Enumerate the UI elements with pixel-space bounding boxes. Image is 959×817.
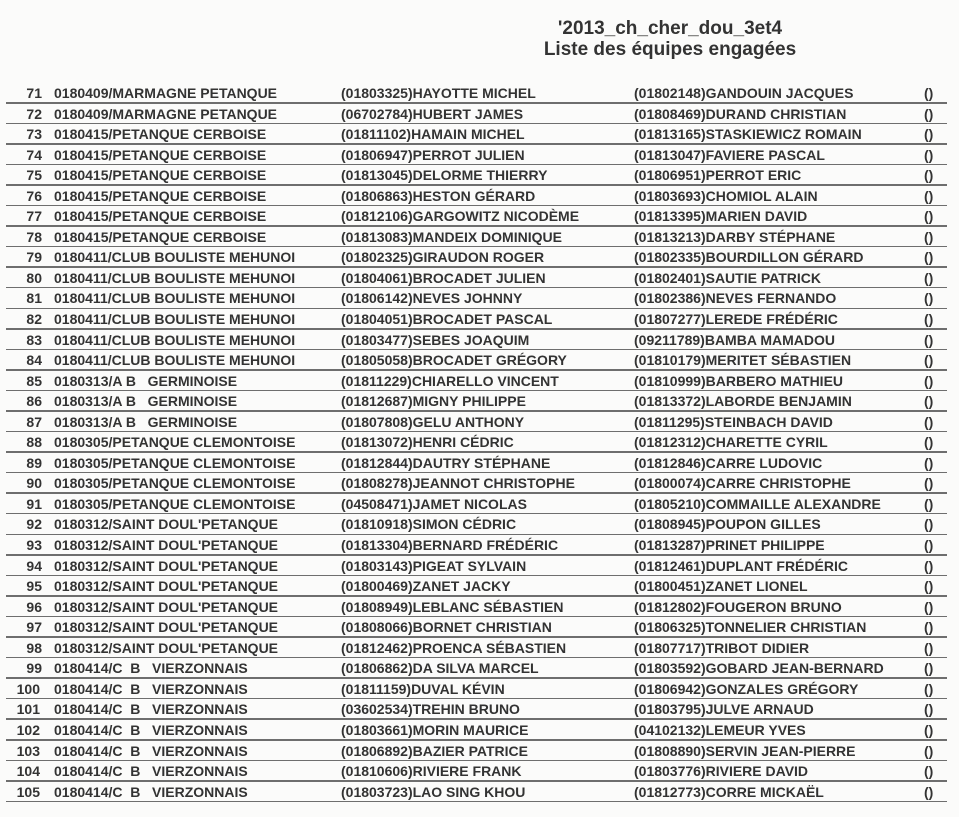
- player-2: (01812773)CORRE MICKAËL: [634, 783, 824, 800]
- team-number: 99: [26, 660, 42, 677]
- player-1: (01807808)GELU ANTHONY: [341, 413, 525, 430]
- player-2: (01800074)CARRE CHRISTOPHE: [634, 475, 851, 492]
- team-number: 102: [16, 721, 40, 738]
- club-name: 0180414/C B VIERZONNAIS: [54, 783, 248, 800]
- table-row: [0, 83, 959, 104]
- table-row: [0, 186, 959, 207]
- player-1: (01803723)LAO SING KHOU: [341, 783, 526, 800]
- player-3: (): [924, 352, 934, 369]
- table-row: [0, 494, 959, 515]
- player-1: (01812462)PROENCA SÉBASTIEN: [341, 639, 567, 656]
- player-1: (01812106)GARGOWITZ NICODÈME: [341, 208, 580, 225]
- club-name: 0180305/PETANQUE CLEMONTOISE: [54, 475, 296, 492]
- club-name: 0180305/PETANQUE CLEMONTOISE: [54, 454, 296, 471]
- player-2: (01800451)ZANET LIONEL: [634, 578, 808, 595]
- player-3: (): [924, 126, 934, 143]
- player-3: (): [924, 598, 934, 615]
- table-row: [0, 453, 959, 474]
- team-number: 92: [26, 516, 42, 533]
- player-2: (01802148)GANDOUIN JACQUES: [634, 85, 854, 101]
- table-row: [0, 535, 959, 556]
- player-2: (01812802)FOUGERON BRUNO: [634, 598, 842, 615]
- player-1: (06702784)HUBERT JAMES: [341, 105, 524, 122]
- team-number: 100: [16, 680, 40, 697]
- table-row: [0, 330, 959, 351]
- player-3: (): [924, 331, 934, 348]
- club-name: 0180411/CLUB BOULISTE MEHUNOI: [54, 331, 296, 348]
- player-2: (01807717)TRIBOT DIDIER: [634, 639, 810, 656]
- player-1: (01803143)PIGEAT SYLVAIN: [341, 557, 527, 574]
- club-name: 0180313/A B GERMINOISE: [54, 393, 238, 410]
- table-row: [0, 473, 959, 494]
- document-header: [470, 18, 870, 60]
- club-name: 0180415/PETANQUE CERBOISE: [54, 208, 267, 225]
- team-number: 95: [26, 578, 42, 595]
- team-number: 105: [16, 783, 40, 800]
- player-2: (01806942)GONZALES GRÉGORY: [634, 680, 859, 697]
- table-row: [0, 432, 959, 453]
- player-2: (01803795)JULVE ARNAUD: [634, 701, 814, 718]
- player-3: (): [924, 619, 934, 636]
- table-row: [0, 124, 959, 145]
- player-3: (): [924, 639, 934, 656]
- team-number: 94: [26, 557, 42, 574]
- player-1: (01805058)BROCADET GRÉGORY: [341, 352, 567, 369]
- club-name: 0180305/PETANQUE CLEMONTOISE: [54, 434, 296, 451]
- team-number: 81: [26, 290, 42, 307]
- player-2: (01813213)DARBY STÉPHANE: [634, 228, 836, 245]
- table-row: [0, 741, 959, 762]
- team-number: 73: [26, 126, 42, 143]
- player-3: (): [924, 249, 934, 266]
- table-row: [0, 658, 959, 679]
- player-2: (01808890)SERVIN JEAN-PIERRE: [634, 742, 856, 759]
- table-row: [0, 638, 959, 659]
- table-row: [0, 720, 959, 741]
- club-name: 0180312/SAINT DOUL'PETANQUE: [54, 619, 279, 636]
- team-number: 83: [26, 331, 42, 348]
- team-number: 76: [26, 187, 42, 204]
- team-number: 90: [26, 475, 42, 492]
- player-1: (01800469)ZANET JACKY: [341, 578, 511, 595]
- table-row: [0, 371, 959, 392]
- club-name: 0180312/SAINT DOUL'PETANQUE: [54, 557, 279, 574]
- player-3: (): [924, 167, 934, 184]
- player-1: (01811229)CHIARELLO VINCENT: [341, 372, 559, 389]
- table-row: [0, 145, 959, 166]
- table-row: [0, 699, 959, 720]
- team-number: 104: [16, 763, 40, 780]
- team-number: 80: [26, 269, 42, 286]
- player-3: (): [924, 208, 934, 225]
- team-number: 82: [26, 311, 42, 328]
- club-name: 0180411/CLUB BOULISTE MEHUNOI: [54, 249, 296, 266]
- player-1: (01810606)RIVIERE FRANK: [341, 763, 522, 780]
- player-1: (01808949)LEBLANC SÉBASTIEN: [341, 598, 564, 615]
- team-number: 78: [26, 228, 42, 245]
- player-1: (01806863)HESTON GÉRARD: [341, 187, 536, 204]
- club-name: 0180414/C B VIERZONNAIS: [54, 763, 248, 780]
- table-row: [0, 350, 959, 371]
- player-2: (01812312)CHARETTE CYRIL: [634, 434, 828, 451]
- player-1: (01813072)HENRI CÉDRIC: [341, 434, 514, 451]
- table-row: [0, 206, 959, 227]
- team-number: 93: [26, 537, 42, 554]
- club-name: 0180414/C B VIERZONNAIS: [54, 680, 248, 697]
- teams-table: [0, 83, 959, 802]
- club-name: 0180313/A B GERMINOISE: [54, 413, 238, 430]
- team-number: 75: [26, 167, 42, 184]
- player-3: (): [924, 701, 934, 718]
- player-2: (04102132)LEMEUR YVES: [634, 721, 806, 738]
- team-number: 91: [26, 495, 42, 512]
- player-2: (01812846)CARRE LUDOVIC: [634, 454, 823, 471]
- club-name: 0180415/PETANQUE CERBOISE: [54, 146, 267, 163]
- club-name: 0180414/C B VIERZONNAIS: [54, 660, 248, 677]
- table-row: [0, 617, 959, 638]
- player-1: (01812844)DAUTRY STÉPHANE: [341, 454, 551, 471]
- player-3: (): [924, 146, 934, 163]
- player-1: (01811159)DUVAL KÉVIN: [341, 680, 505, 697]
- player-3: (): [924, 475, 934, 492]
- player-2: (01806951)PERROT ERIC: [634, 167, 802, 184]
- player-2: (01805210)COMMAILLE ALEXANDRE: [634, 495, 881, 512]
- player-2: (01808469)DURAND CHRISTIAN: [634, 105, 847, 122]
- player-3: (): [924, 783, 934, 800]
- club-name: 0180411/CLUB BOULISTE MEHUNOI: [54, 311, 296, 328]
- player-1: (01813083)MANDEIX DOMINIQUE: [341, 228, 562, 245]
- player-2: (01803693)CHOMIOL ALAIN: [634, 187, 818, 204]
- player-1: (01806142)NEVES JOHNNY: [341, 290, 523, 307]
- club-name: 0180312/SAINT DOUL'PETANQUE: [54, 537, 279, 554]
- table-row: [0, 227, 959, 248]
- team-number: 84: [26, 352, 42, 369]
- player-2: (01813287)PRINET PHILIPPE: [634, 537, 825, 554]
- player-3: (): [924, 311, 934, 328]
- club-name: 0180411/CLUB BOULISTE MEHUNOI: [54, 290, 296, 307]
- table-row: [0, 412, 959, 433]
- team-number: 77: [26, 208, 42, 225]
- table-row: [0, 576, 959, 597]
- club-name: 0180411/CLUB BOULISTE MEHUNOI: [54, 269, 296, 286]
- player-2: (09211789)BAMBA MAMADOU: [634, 331, 835, 348]
- player-2: (01808945)POUPON GILLES: [634, 516, 821, 533]
- player-1: (01811102)HAMAIN MICHEL: [341, 126, 525, 143]
- club-name: 0180312/SAINT DOUL'PETANQUE: [54, 516, 279, 533]
- player-1: (01813304)BERNARD FRÉDÉRIC: [341, 537, 559, 554]
- player-3: (): [924, 187, 934, 204]
- player-3: (): [924, 763, 934, 780]
- club-name: 0180414/C B VIERZONNAIS: [54, 742, 248, 759]
- player-2: (01811295)STEINBACH DAVID: [634, 413, 833, 430]
- player-3: (): [924, 393, 934, 410]
- table-row: [0, 309, 959, 330]
- player-2: (01807277)LEREDE FRÉDÉRIC: [634, 311, 838, 328]
- team-number: 88: [26, 434, 42, 451]
- club-name: 0180415/PETANQUE CERBOISE: [54, 228, 267, 245]
- player-1: (01803325)HAYOTTE MICHEL: [341, 85, 536, 101]
- player-3: (): [924, 516, 934, 533]
- team-number: 71: [26, 85, 42, 101]
- club-name: 0180409/MARMAGNE PETANQUE: [54, 85, 278, 101]
- player-2: (01802386)NEVES FERNANDO: [634, 290, 837, 307]
- player-3: (): [924, 578, 934, 595]
- team-number: 101: [16, 701, 40, 718]
- player-1: (01802325)GIRAUDON ROGER: [341, 249, 545, 266]
- player-3: (): [924, 454, 934, 471]
- player-3: (): [924, 105, 934, 122]
- player-1: (01813045)DELORME THIERRY: [341, 167, 548, 184]
- team-number: 87: [26, 413, 42, 430]
- table-row: [0, 104, 959, 125]
- club-name: 0180411/CLUB BOULISTE MEHUNOI: [54, 352, 296, 369]
- team-number: 103: [16, 742, 40, 759]
- team-number: 74: [26, 146, 42, 163]
- row-divider: [6, 801, 947, 803]
- table-row: [0, 165, 959, 186]
- player-2: (01810179)MERITET SÉBASTIEN: [634, 352, 852, 369]
- player-3: (): [924, 721, 934, 738]
- team-number: 89: [26, 454, 42, 471]
- table-row: [0, 556, 959, 577]
- player-2: (01810999)BARBERO MATHIEU: [634, 372, 844, 389]
- player-1: (01806892)BAZIER PATRICE: [341, 742, 528, 759]
- player-2: (01813395)MARIEN DAVID: [634, 208, 808, 225]
- player-2: (01803776)RIVIERE DAVID: [634, 763, 809, 780]
- player-2: (01813372)LABORDE BENJAMIN: [634, 393, 852, 410]
- player-3: (): [924, 269, 934, 286]
- table-row: [0, 761, 959, 782]
- player-3: (): [924, 537, 934, 554]
- player-1: (01808066)BORNET CHRISTIAN: [341, 619, 552, 636]
- player-2: (01802401)SAUTIE PATRICK: [634, 269, 821, 286]
- player-1: (01804051)BROCADET PASCAL: [341, 311, 553, 328]
- player-1: (01806947)PERROT JULIEN: [341, 146, 525, 163]
- table-row: [0, 391, 959, 412]
- table-row: [0, 514, 959, 535]
- player-3: (): [924, 495, 934, 512]
- player-1: (01806862)DA SILVA MARCEL: [341, 660, 539, 677]
- table-row: [0, 268, 959, 289]
- team-number: 85: [26, 372, 42, 389]
- club-name: 0180313/A B GERMINOISE: [54, 372, 238, 389]
- club-name: 0180415/PETANQUE CERBOISE: [54, 126, 267, 143]
- player-1: (03602534)TREHIN BRUNO: [341, 701, 520, 718]
- document-title: '2013_ch_cher_dou_3et4: [557, 18, 783, 39]
- club-name: 0180414/C B VIERZONNAIS: [54, 721, 248, 738]
- team-number: 86: [26, 393, 42, 410]
- club-name: 0180409/MARMAGNE PETANQUE: [54, 105, 278, 122]
- player-1: (01804061)BROCADET JULIEN: [341, 269, 546, 286]
- table-row: [0, 679, 959, 700]
- team-number: 96: [26, 598, 42, 615]
- player-2: (01803592)GOBARD JEAN-BERNARD: [634, 660, 884, 677]
- player-3: (): [924, 434, 934, 451]
- club-name: 0180312/SAINT DOUL'PETANQUE: [54, 578, 279, 595]
- player-2: (01806325)TONNELIER CHRISTIAN: [634, 619, 867, 636]
- club-name: 0180305/PETANQUE CLEMONTOISE: [54, 495, 296, 512]
- player-1: (01808278)JEANNOT CHRISTOPHE: [341, 475, 575, 492]
- club-name: 0180414/C B VIERZONNAIS: [54, 701, 248, 718]
- club-name: 0180312/SAINT DOUL'PETANQUE: [54, 598, 279, 615]
- table-row: [0, 288, 959, 309]
- team-number: 98: [26, 639, 42, 656]
- document-subtitle: Liste des équipes engagées: [543, 39, 797, 60]
- player-3: (): [924, 660, 934, 677]
- table-row: [0, 782, 959, 803]
- player-2: (01813165)STASKIEWICZ ROMAIN: [634, 126, 862, 143]
- club-name: 0180415/PETANQUE CERBOISE: [54, 187, 267, 204]
- club-name: 0180415/PETANQUE CERBOISE: [54, 167, 267, 184]
- player-3: (): [924, 228, 934, 245]
- player-2: (01813047)FAVIERE PASCAL: [634, 146, 825, 163]
- team-number: 79: [26, 249, 42, 266]
- team-number: 72: [26, 105, 42, 122]
- player-3: (): [924, 372, 934, 389]
- player-3: (): [924, 290, 934, 307]
- player-1: (01803661)MORIN MAURICE: [341, 721, 529, 738]
- player-3: (): [924, 85, 934, 101]
- player-3: (): [924, 557, 934, 574]
- player-3: (): [924, 413, 934, 430]
- club-name: 0180312/SAINT DOUL'PETANQUE: [54, 639, 279, 656]
- team-number: 97: [26, 619, 42, 636]
- player-1: (01803477)SEBES JOAQUIM: [341, 331, 530, 348]
- player-2: (01802335)BOURDILLON GÉRARD: [634, 249, 864, 266]
- player-3: (): [924, 742, 934, 759]
- player-1: (01812687)MIGNY PHILIPPE: [341, 393, 526, 410]
- table-row: [0, 247, 959, 268]
- player-2: (01812461)DUPLANT FRÉDÉRIC: [634, 557, 848, 574]
- player-3: (): [924, 680, 934, 697]
- player-1: (04508471)JAMET NICOLAS: [341, 495, 527, 512]
- table-row: [0, 597, 959, 618]
- player-1: (01810918)SIMON CÉDRIC: [341, 516, 517, 533]
